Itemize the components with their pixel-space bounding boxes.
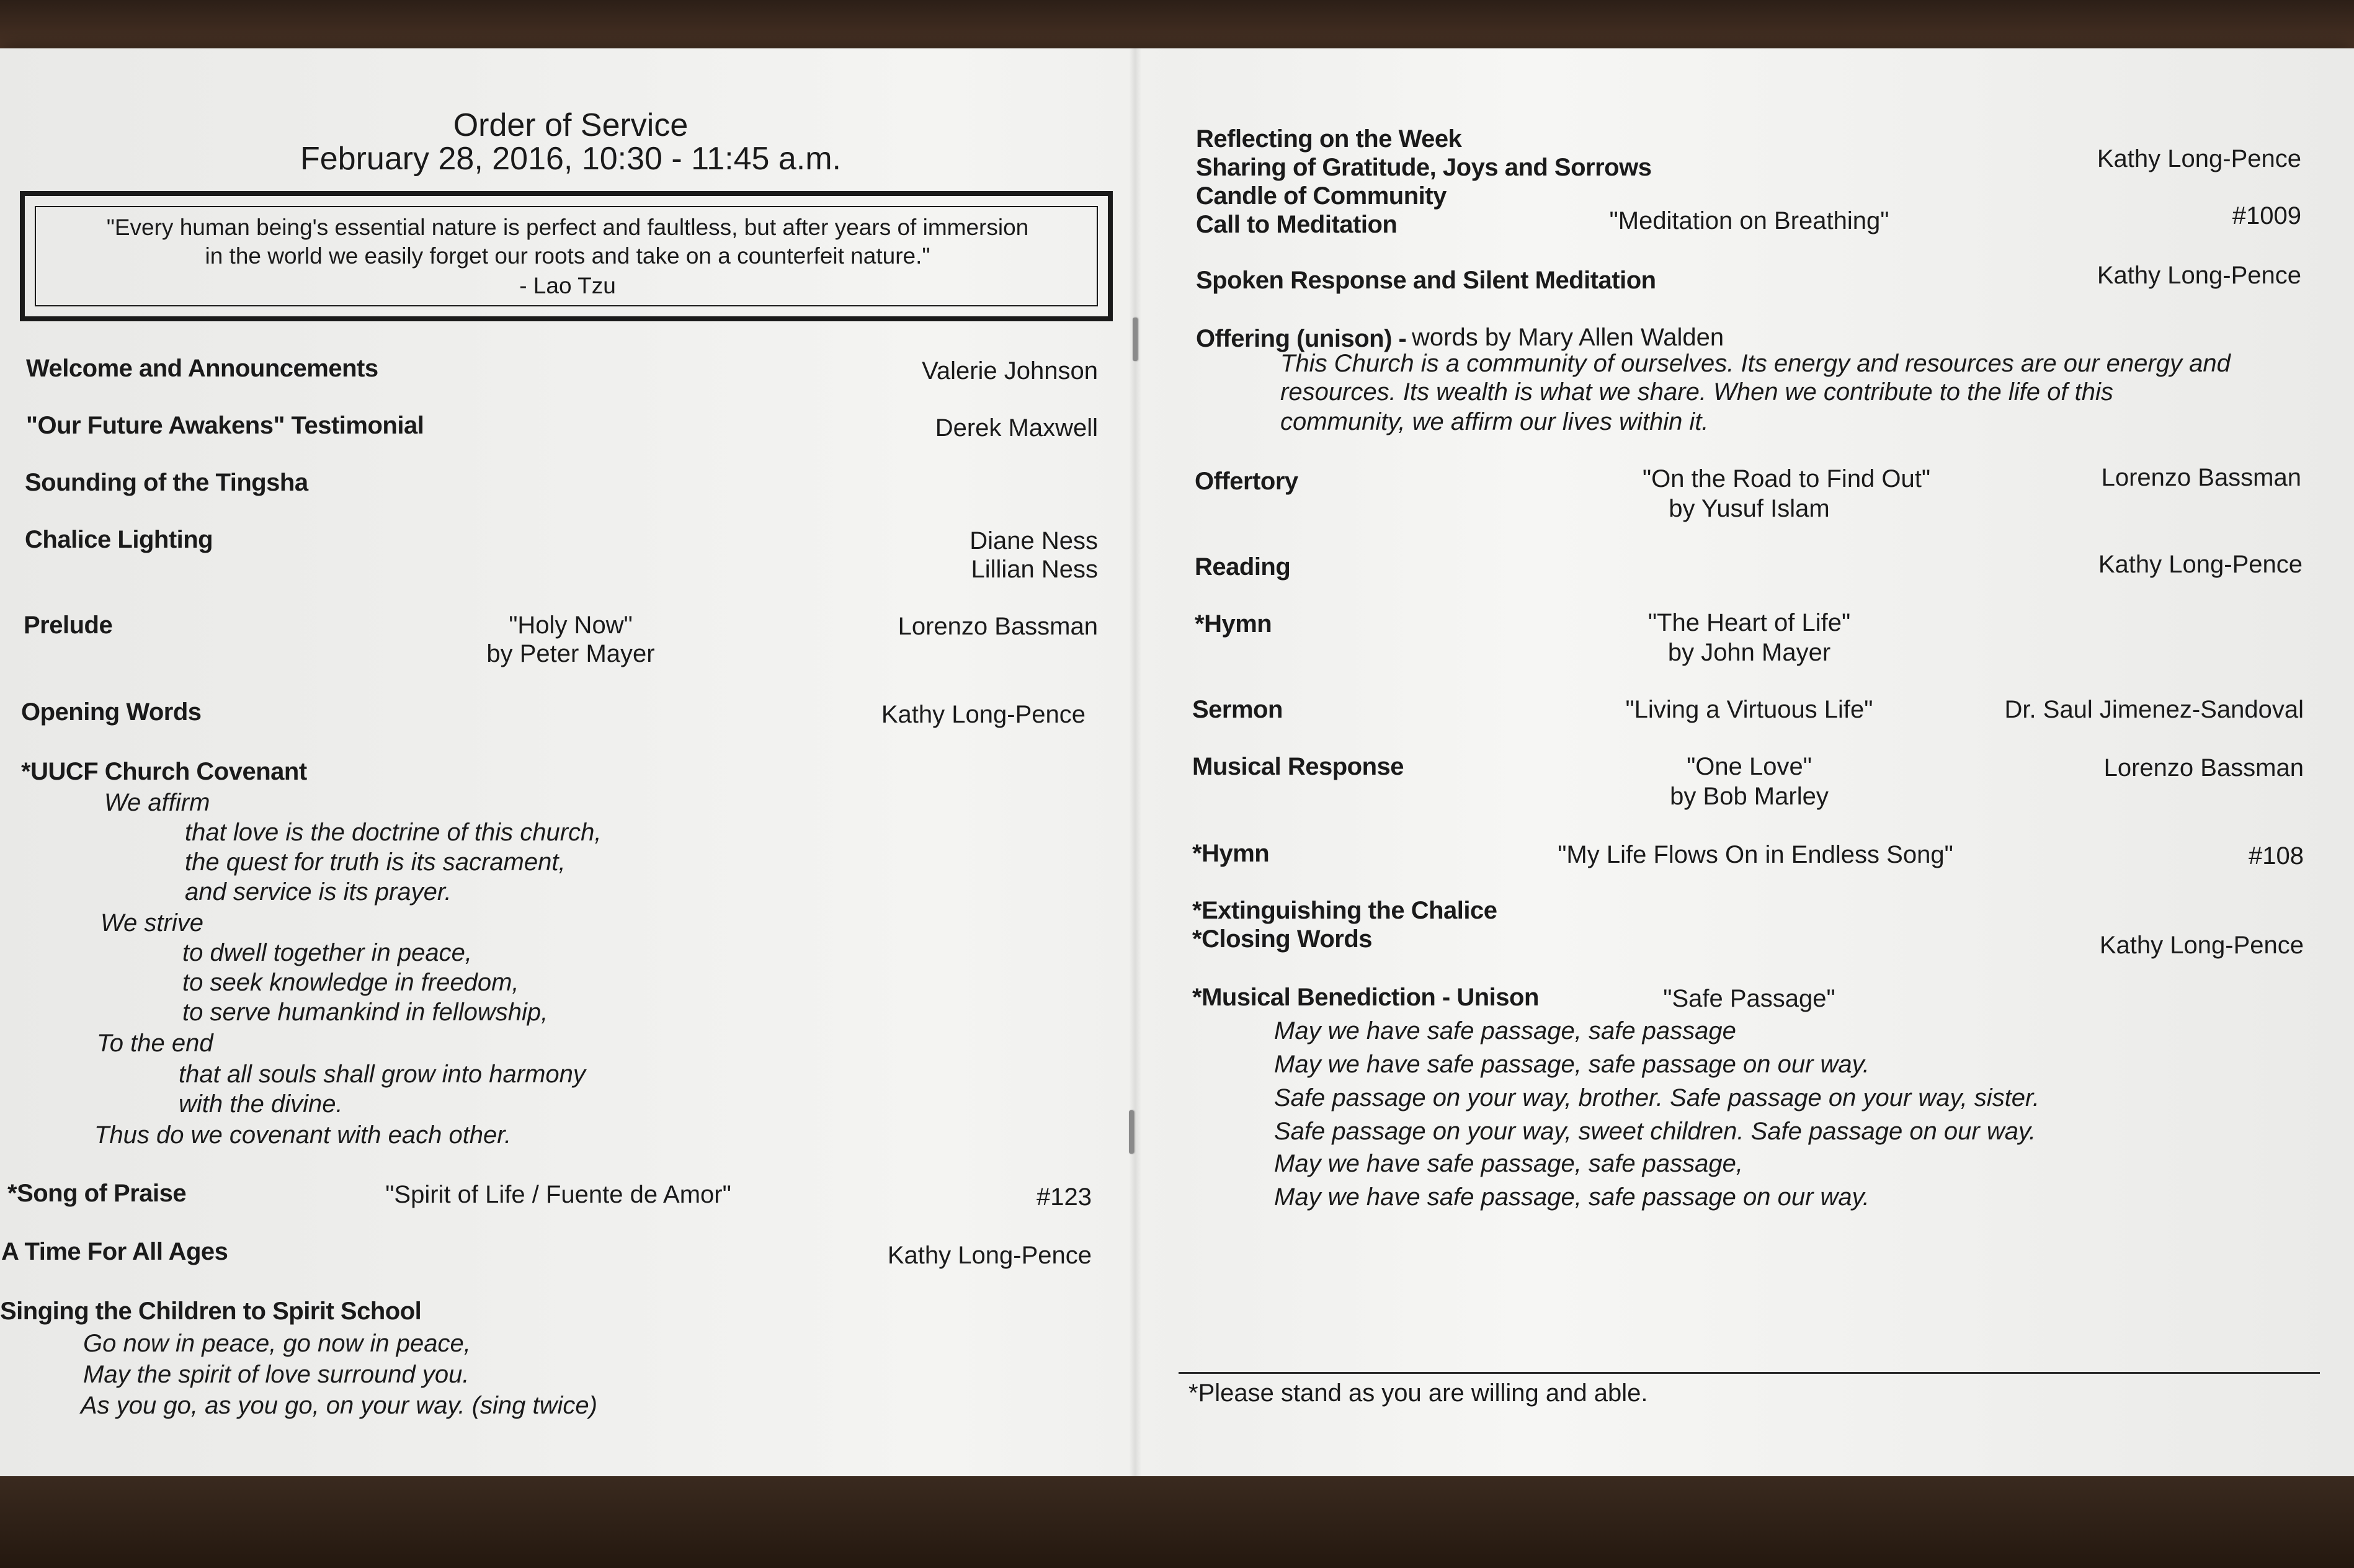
benediction-song: "Safe Passage" [1663,985,1835,1012]
candle-label: Candle of Community [1196,182,1447,210]
covenant-line: We strive [100,909,203,937]
musical-response-person: Lorenzo Bassman [2103,754,2304,782]
covenant-line: and service is its prayer. [185,878,452,906]
testimonial-person: Derek Maxwell [935,414,1098,442]
staple-bottom [1129,1110,1134,1154]
benediction-line: May we have safe passage, safe passage on our way. [1274,1183,1870,1211]
offering-line: community, we affirm our lives within it. [1280,408,1709,435]
quote-author: - Lao Tzu [519,273,616,298]
musical-response-song: "One Love" [1687,753,1812,780]
singing-line: Go now in peace, go now in peace, [83,1330,471,1357]
offertory-person: Lorenzo Bassman [2101,464,2301,491]
opening-person: Kathy Long-Pence [881,701,1086,728]
welcome-label: Welcome and Announcements [26,355,378,382]
extinguish-label: *Extinguishing the Chalice [1192,897,1497,924]
benediction-label: *Musical Benediction - Unison [1192,984,1539,1011]
offering-words: words by Mary Allen Walden [1412,324,1724,351]
covenant-line: with the divine. [179,1090,343,1118]
closing-label: *Closing Words [1192,925,1373,953]
center-fold [1129,48,1141,1482]
quote-line-2: in the world we easily forget our roots and take on a counterfeit nature." [205,243,930,269]
benediction-line: May we have safe passage, safe passage [1274,1017,1736,1045]
benediction-line: May we have safe passage, safe passage, [1274,1150,1744,1177]
singing-label: Singing the Children to Spirit School [0,1298,422,1325]
hymn-label: *Hymn [1195,610,1272,638]
allages-person: Kathy Long-Pence [887,1242,1092,1269]
prelude-person: Lorenzo Bassman [898,613,1098,640]
reading-label: Reading [1195,553,1291,581]
covenant-line: that love is the doctrine of this church, [185,819,602,846]
meditation-label: Call to Meditation [1196,211,1398,238]
allages-label: A Time For All Ages [1,1238,228,1265]
praise-label: *Song of Praise [7,1180,187,1207]
meditation-number: #1009 [2232,202,2301,229]
benediction-line: Safe passage on your way, sweet children. Safe passage on our way. [1274,1118,2036,1145]
offertory-by: by Yusuf Islam [1669,495,1830,522]
testimonial-label: "Our Future Awakens" Testimonial [26,412,424,439]
covenant-line: to dwell together in peace, [182,939,472,966]
chalice-person-1: Diane Ness [970,527,1098,555]
musical-response-label: Musical Response [1192,753,1404,780]
hymn-song: "The Heart of Life" [1647,609,1851,636]
chalice-label: Chalice Lighting [25,526,213,553]
quote-line-1: "Every human being's essential nature is perfect and faultless, but after years of immersion [106,215,1029,240]
chalice-person-2: Lillian Ness [971,556,1098,583]
covenant-line: to seek knowledge in freedom, [182,969,519,996]
sharing-person: Kathy Long-Pence [2097,145,2301,172]
musical-response-by: by Bob Marley [1670,783,1829,810]
covenant-line: Thus do we covenant with each other. [94,1121,512,1149]
singing-line: As you go, as you go, on your way. (sing twice) [81,1392,597,1419]
covenant-line: that all souls shall grow into harmony [179,1061,586,1088]
covenant-line: To the end [97,1030,213,1057]
offering-line: resources. Its wealth is what we share. When we contribute to the life of this [1280,378,2113,406]
staple-top [1133,318,1138,361]
prelude-song: "Holy Now" [509,612,633,639]
prelude-by: by Peter Mayer [486,640,655,667]
service-date: February 28, 2016, 10:30 - 11:45 a.m. [300,141,841,177]
table-surface-top [0,0,2354,50]
covenant-line: to serve humankind in fellowship, [182,999,548,1026]
opening-label: Opening Words [21,698,202,726]
sermon-person: Dr. Saul Jimenez-Sandoval [2004,696,2304,723]
offertory-label: Offertory [1195,468,1298,495]
praise-number: #123 [1037,1183,1092,1211]
hymn-label: *Hymn [1192,840,1270,867]
spoken-person: Kathy Long-Pence [2097,262,2301,289]
singing-line: May the spirit of love surround you. [83,1361,470,1388]
offering-line: This Church is a community of ourselves. Its energy and resources are our energy and [1280,350,2231,377]
hymn-number: #108 [2249,842,2304,870]
prelude-label: Prelude [24,612,113,639]
benediction-line: Safe passage on your way, brother. Safe passage on your way, sister. [1274,1084,2040,1111]
reflecting-label: Reflecting on the Week [1196,125,1462,153]
tingsha-label: Sounding of the Tingsha [25,469,308,496]
hymn-by: by John Mayer [1667,639,1831,666]
page-title: Order of Service [453,107,689,143]
benediction-line: May we have safe passage, safe passage on our way. [1274,1051,1870,1078]
sermon-title: "Living a Virtuous Life" [1625,696,1873,723]
offertory-song: "On the Road to Find Out" [1642,465,1931,492]
sermon-label: Sermon [1192,696,1283,723]
hymn-song: "My Life Flows On in Endless Song" [1558,841,1953,868]
meditation-song: "Meditation on Breathing" [1609,207,1889,234]
closing-person: Kathy Long-Pence [2099,932,2304,959]
welcome-person: Valerie Johnson [922,357,1098,385]
offering-label: Offering (unison) - [1196,325,1407,352]
covenant-line: We affirm [104,789,210,816]
footnote-rule [1179,1372,2320,1374]
covenant-label: *UUCF Church Covenant [21,758,307,785]
table-surface-bottom [0,1476,2354,1568]
sharing-label: Sharing of Gratitude, Joys and Sorrows [1196,154,1652,181]
praise-song: "Spirit of Life / Fuente de Amor" [385,1181,731,1208]
reading-person: Kathy Long-Pence [2098,551,2303,578]
footnote: *Please stand as you are willing and able. [1188,1379,1648,1407]
spoken-label: Spoken Response and Silent Meditation [1196,267,1656,294]
covenant-line: the quest for truth is its sacrament, [185,849,566,876]
